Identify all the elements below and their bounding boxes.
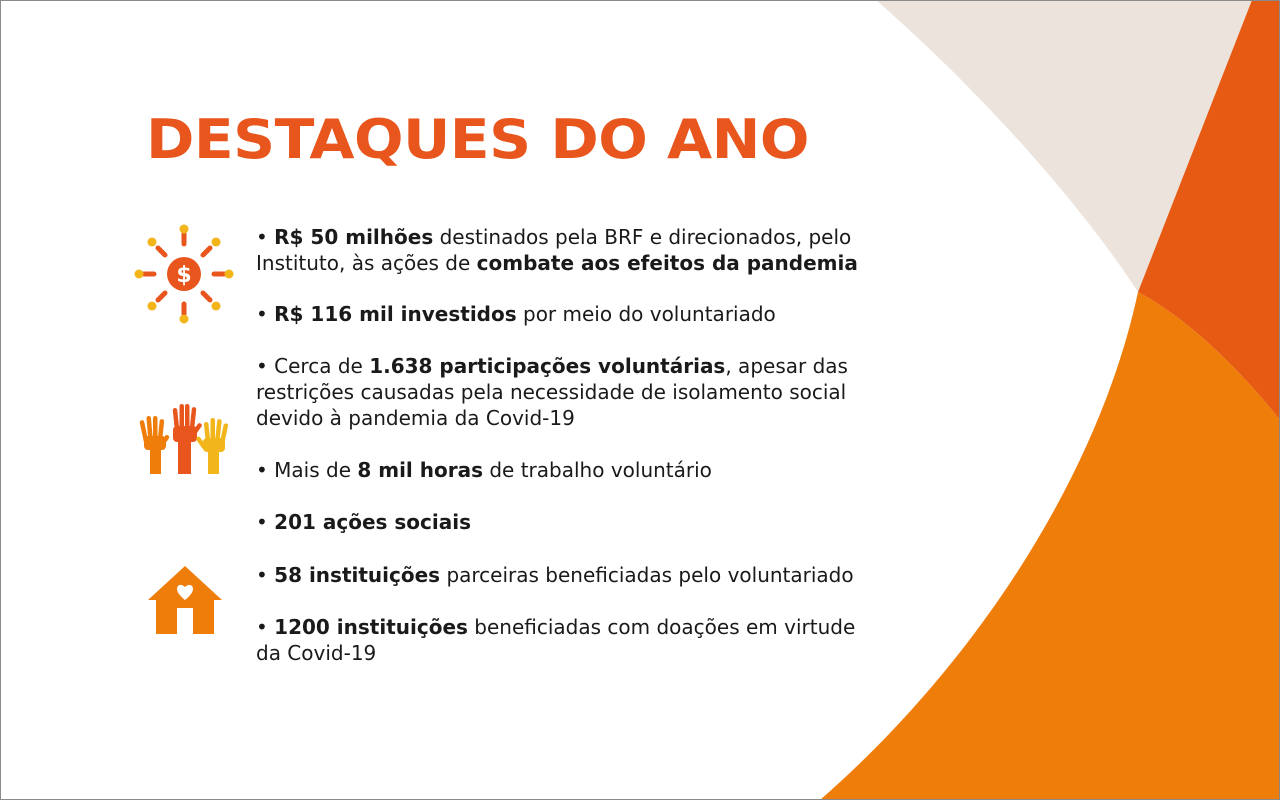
list-item: • R$ 50 milhões destinados pela BRF e direcionados, pelo Instituto, às ações de combate aos efeitos da pandemia bbox=[256, 225, 858, 275]
raised-hands-icon bbox=[138, 402, 234, 476]
money-sun-icon bbox=[134, 224, 234, 324]
house-heart-icon bbox=[146, 564, 224, 636]
page-title: DESTAQUES DO ANO bbox=[146, 108, 809, 171]
svg-text:$: $ bbox=[176, 263, 192, 288]
list-item: • Mais de 8 mil horas de trabalho voluntário bbox=[256, 458, 712, 482]
list-item: • 1200 instituições beneficiadas com doações em virtude da Covid-19 bbox=[256, 615, 856, 665]
list-item: • 201 ações sociais bbox=[256, 510, 472, 534]
list-item: • Cerca de 1.638 participações voluntárias, apesar das restrições causadas pela necessidade de isolamento social devido à pandemia da Covid-19 bbox=[256, 354, 848, 430]
orange-shape bbox=[820, 292, 1280, 800]
list-item: • R$ 116 mil investidos por meio do voluntariado bbox=[256, 302, 776, 326]
list-item: • 58 instituições parceiras beneficiadas pelo voluntariado bbox=[256, 563, 854, 587]
